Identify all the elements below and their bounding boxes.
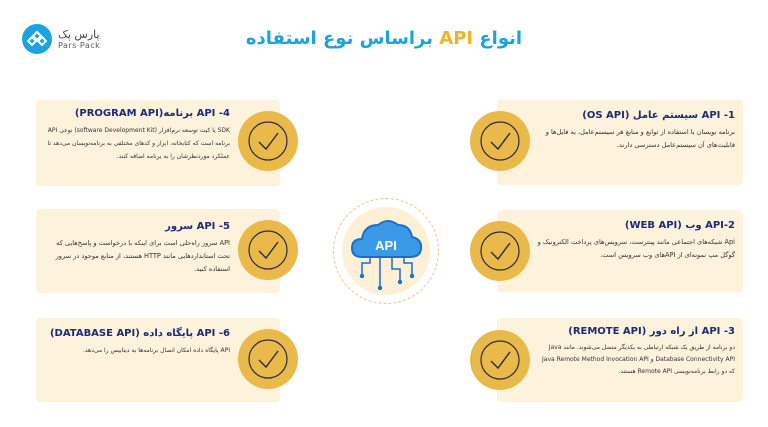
card-heading: 1- API سیستم عامل (OS API) [582, 110, 735, 121]
card-heading: 2-API وب (WEB API) [624, 220, 735, 231]
card-text: دو برنامه از طریق یک شبکه ارتباطی به یکدیگر متصل می‌شوند. مانند Java Database Connectivity API و Java Remote Method Invocation API که دو رابط برنامه‌نویسی Remote API هستند. [542, 344, 735, 375]
card-web-api [497, 210, 743, 292]
card-text: برنامه نویسان با استفاده از توابع و منابع هر سیستم‌عامل، به فایل‌ها و قابلیت‌های آن سیستم‌عامل دسترسی دارند. [545, 128, 735, 149]
title-suffix: براساس نوع استفاده [245, 28, 440, 49]
card-os-api [497, 100, 743, 185]
card-text: API پایگاه داده امکان اتصال برنامه‌ها به دیتابیس را می‌دهد. [83, 347, 230, 354]
card-text: Api شبکه‌های اجتماعی مانند پینترست، سرویس‌های پرداخت الکترونیک و گوگل مپ نمونه‌ای از APIهای وب سرویس است. [537, 238, 735, 259]
card-heading: 6- API پایگاه داده (DATABASE API) [49, 328, 230, 339]
hub-label: API [375, 238, 397, 253]
title-highlight: API [439, 28, 474, 49]
card-heading: 3- API از راه دور (REMOTE API) [568, 326, 735, 337]
cloud-api-icon [334, 199, 438, 303]
api-hub [333, 198, 439, 304]
check-icon [470, 330, 530, 390]
check-icon [470, 111, 530, 171]
card-heading: 4- API برنامه(PROGRAM API) [74, 108, 230, 119]
card-text: API سرور راه‌حلی است برای اینکه با درخواست و پاسخ‌هایی که تحت استانداردهایی مانند HTTP هستند، از منابع موجود در سرور استفاده کنید. [55, 239, 230, 273]
check-icon [470, 221, 530, 281]
check-icon [238, 329, 298, 389]
logo-text-en: Pars Pack [58, 40, 101, 50]
card-text: SDK یا کیت توسعه نرم‌افزار (software Development Kit) نوعی API برنامه است که کتابخانه، ابزار و کدهای مختلفی به برنامه‌نویسان می‌دهد تا عملکرد موردنظرشان را به برنامه اضافه کنند. [47, 127, 230, 160]
card-heading: 5- API سرور [165, 221, 230, 232]
check-icon [238, 220, 298, 280]
check-icon [238, 111, 298, 171]
card-remote-api [497, 318, 743, 402]
page-title [0, 28, 768, 49]
logo-text-fa: پارس پک [58, 27, 100, 41]
title-prefix: انواع [473, 28, 523, 49]
